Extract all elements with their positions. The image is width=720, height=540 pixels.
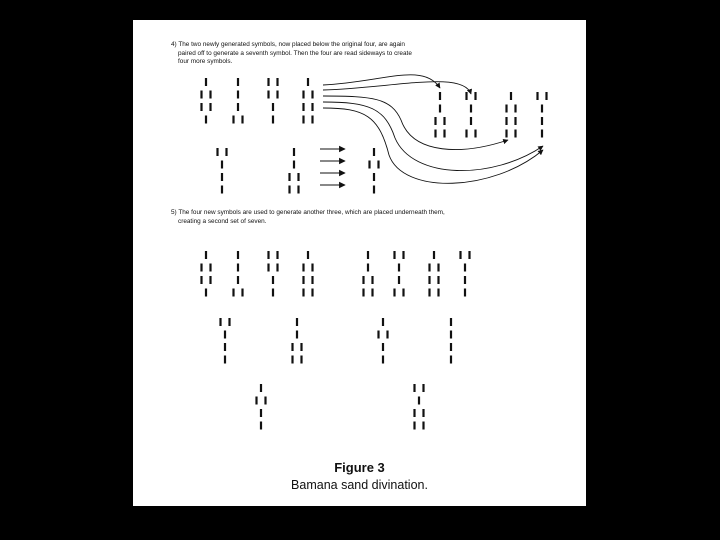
step5-right-symbol xyxy=(428,251,439,297)
symbol-mark xyxy=(402,289,404,297)
symbol-mark xyxy=(443,117,445,125)
step4-generated-symbol xyxy=(288,148,299,194)
symbol-mark xyxy=(255,397,257,405)
symbol-mark xyxy=(505,105,507,113)
symbol-mark xyxy=(276,78,278,86)
symbol-mark xyxy=(297,186,299,194)
symbol-mark xyxy=(437,264,439,272)
symbol-mark xyxy=(510,92,512,100)
symbol-mark xyxy=(373,148,375,156)
symbol-mark xyxy=(228,318,230,326)
symbol-mark xyxy=(267,264,269,272)
symbol-mark xyxy=(514,117,516,125)
symbol-mark xyxy=(311,289,313,297)
symbol-mark xyxy=(205,116,207,124)
symbol-mark xyxy=(373,186,375,194)
symbol-mark xyxy=(428,289,430,297)
symbol-mark xyxy=(302,289,304,297)
symbol-mark xyxy=(307,78,309,86)
symbol-mark xyxy=(371,276,373,284)
symbol-mark xyxy=(209,103,211,111)
symbol-mark xyxy=(393,251,395,259)
symbol-mark xyxy=(382,318,384,326)
symbol-mark xyxy=(260,422,262,430)
symbol-mark xyxy=(474,130,476,138)
symbol-mark xyxy=(209,264,211,272)
step5-right-symbol xyxy=(362,251,373,297)
step5-line-1: 5) The four new symbols are used to generate another three, which are placed underneath them, xyxy=(171,209,445,216)
symbol-mark xyxy=(237,103,239,111)
generation-arrows xyxy=(320,149,345,185)
symbol-mark xyxy=(474,92,476,100)
step5-left-symbol xyxy=(267,251,278,297)
step4-line-1: 4) The two newly generated symbols, now placed below the original four, are again xyxy=(171,41,405,48)
symbol-mark xyxy=(241,289,243,297)
symbol-mark xyxy=(302,103,304,111)
symbol-mark xyxy=(450,343,452,351)
symbol-mark xyxy=(541,130,543,138)
symbol-mark xyxy=(541,117,543,125)
symbol-mark xyxy=(225,148,227,156)
symbol-mark xyxy=(311,116,313,124)
step5-middle-symbol xyxy=(377,318,388,364)
step5-middle-symbol xyxy=(291,318,302,364)
symbol-mark xyxy=(288,186,290,194)
symbol-mark xyxy=(413,422,415,430)
symbol-mark xyxy=(362,289,364,297)
symbol-mark xyxy=(468,251,470,259)
symbol-mark xyxy=(300,343,302,351)
symbol-mark xyxy=(464,289,466,297)
symbol-mark xyxy=(291,356,293,364)
symbol-mark xyxy=(428,264,430,272)
symbol-mark xyxy=(200,264,202,272)
symbol-mark xyxy=(300,356,302,364)
symbol-mark xyxy=(398,276,400,284)
symbol-mark xyxy=(393,289,395,297)
symbol-mark xyxy=(237,276,239,284)
figure-caption: Bamana sand divination. xyxy=(291,478,428,492)
symbol-mark xyxy=(302,116,304,124)
symbol-mark xyxy=(541,105,543,113)
symbol-mark xyxy=(219,318,221,326)
symbol-mark xyxy=(224,356,226,364)
symbol-mark xyxy=(443,130,445,138)
step4-original-symbol xyxy=(302,78,313,124)
symbol-mark xyxy=(439,92,441,100)
symbol-mark xyxy=(297,173,299,181)
step5-left-symbol xyxy=(302,251,313,297)
step4-original-symbol xyxy=(267,78,278,124)
symbol-mark xyxy=(224,343,226,351)
symbol-mark xyxy=(386,331,388,339)
symbol-mark xyxy=(367,251,369,259)
symbol-mark xyxy=(296,331,298,339)
step5-right-symbol xyxy=(393,251,404,297)
symbol-mark xyxy=(382,343,384,351)
symbol-mark xyxy=(465,92,467,100)
symbol-mark xyxy=(450,318,452,326)
symbol-mark xyxy=(293,161,295,169)
symbol-mark xyxy=(276,264,278,272)
symbol-mark xyxy=(232,289,234,297)
symbol-mark xyxy=(264,397,266,405)
step4-original-symbol xyxy=(232,78,243,124)
symbol-mark xyxy=(224,331,226,339)
symbol-mark xyxy=(237,78,239,86)
symbol-mark xyxy=(505,130,507,138)
symbol-mark xyxy=(237,264,239,272)
symbol-mark xyxy=(464,276,466,284)
symbol-mark xyxy=(311,103,313,111)
symbol-mark xyxy=(434,130,436,138)
step5-bottom-symbol xyxy=(413,384,424,430)
step5-middle-symbol xyxy=(450,318,452,364)
symbol-mark xyxy=(422,422,424,430)
symbol-mark xyxy=(439,105,441,113)
symbol-mark xyxy=(450,331,452,339)
symbol-mark xyxy=(377,161,379,169)
symbol-mark xyxy=(272,116,274,124)
symbol-mark xyxy=(450,356,452,364)
symbol-mark xyxy=(276,91,278,99)
symbol-mark xyxy=(205,78,207,86)
symbol-mark xyxy=(402,251,404,259)
step4-sideways-symbol xyxy=(465,92,476,138)
symbol-mark xyxy=(545,92,547,100)
symbol-mark xyxy=(371,289,373,297)
symbol-mark xyxy=(465,130,467,138)
symbol-mark xyxy=(434,117,436,125)
symbol-mark xyxy=(293,148,295,156)
symbol-mark xyxy=(437,289,439,297)
step5-middle-symbol xyxy=(219,318,230,364)
symbol-mark xyxy=(291,343,293,351)
symbol-mark xyxy=(216,148,218,156)
symbol-mark xyxy=(302,91,304,99)
symbol-mark xyxy=(209,276,211,284)
symbol-mark xyxy=(413,384,415,392)
symbol-mark xyxy=(296,318,298,326)
step4-original-symbol xyxy=(200,78,211,124)
symbol-mark xyxy=(272,103,274,111)
symbol-mark xyxy=(382,356,384,364)
symbol-mark xyxy=(514,105,516,113)
symbol-mark xyxy=(307,251,309,259)
symbol-mark xyxy=(422,409,424,417)
symbol-mark xyxy=(288,173,290,181)
step4-line-2: paired off to generate a seventh symbol. Then the four are read sideways to create xyxy=(178,49,412,57)
symbol-mark xyxy=(260,409,262,417)
sideways-reading-arrows xyxy=(323,75,543,183)
symbol-mark xyxy=(232,116,234,124)
divination-diagram xyxy=(133,20,586,506)
symbol-mark xyxy=(377,331,379,339)
symbol-mark xyxy=(205,289,207,297)
symbol-mark xyxy=(367,264,369,272)
symbol-mark xyxy=(302,264,304,272)
symbol-mark xyxy=(200,276,202,284)
symbol-mark xyxy=(267,91,269,99)
figure-title: Figure 3 xyxy=(334,460,385,475)
symbol-mark xyxy=(418,397,420,405)
step5-left-symbol xyxy=(232,251,243,297)
symbol-mark xyxy=(260,384,262,392)
symbol-mark xyxy=(221,186,223,194)
step4-sideways-symbol xyxy=(536,92,547,138)
step5-left-symbol xyxy=(200,251,211,297)
symbol-mark xyxy=(470,117,472,125)
symbol-mark xyxy=(428,276,430,284)
symbol-mark xyxy=(267,78,269,86)
symbol-mark xyxy=(413,409,415,417)
symbol-mark xyxy=(470,105,472,113)
symbol-mark xyxy=(237,251,239,259)
symbol-mark xyxy=(311,91,313,99)
symbol-mark xyxy=(368,161,370,169)
symbol-mark xyxy=(437,276,439,284)
step4-sideways-symbol xyxy=(434,92,445,138)
symbol-mark xyxy=(209,91,211,99)
step5-line-2: creating a second set of seven. xyxy=(178,217,267,225)
symbol-mark xyxy=(241,116,243,124)
symbol-mark xyxy=(536,92,538,100)
symbol-mark xyxy=(302,276,304,284)
symbol-mark xyxy=(311,276,313,284)
symbol-mark xyxy=(237,91,239,99)
symbol-mark xyxy=(514,130,516,138)
symbol-mark xyxy=(221,161,223,169)
step4-generated-symbol xyxy=(216,148,227,194)
symbol-mark xyxy=(272,276,274,284)
symbol-mark xyxy=(373,173,375,181)
step5-right-symbol xyxy=(459,251,470,297)
symbol-mark xyxy=(459,251,461,259)
symbol-mark xyxy=(311,264,313,272)
step4-line-3: four more symbols. xyxy=(178,58,233,66)
symbol-mark xyxy=(505,117,507,125)
symbol-mark xyxy=(362,276,364,284)
symbol-mark xyxy=(272,289,274,297)
symbol-mark xyxy=(200,91,202,99)
symbol-mark xyxy=(267,251,269,259)
step5-bottom-symbol xyxy=(255,384,266,430)
step4-seventh-symbol xyxy=(368,148,379,194)
symbol-mark xyxy=(464,264,466,272)
symbol-mark xyxy=(221,173,223,181)
symbol-mark xyxy=(433,251,435,259)
symbol-mark xyxy=(398,264,400,272)
symbol-mark xyxy=(200,103,202,111)
symbol-mark xyxy=(422,384,424,392)
step4-sideways-symbol xyxy=(505,92,516,138)
symbol-mark xyxy=(276,251,278,259)
symbol-mark xyxy=(205,251,207,259)
figure-page xyxy=(133,20,586,506)
